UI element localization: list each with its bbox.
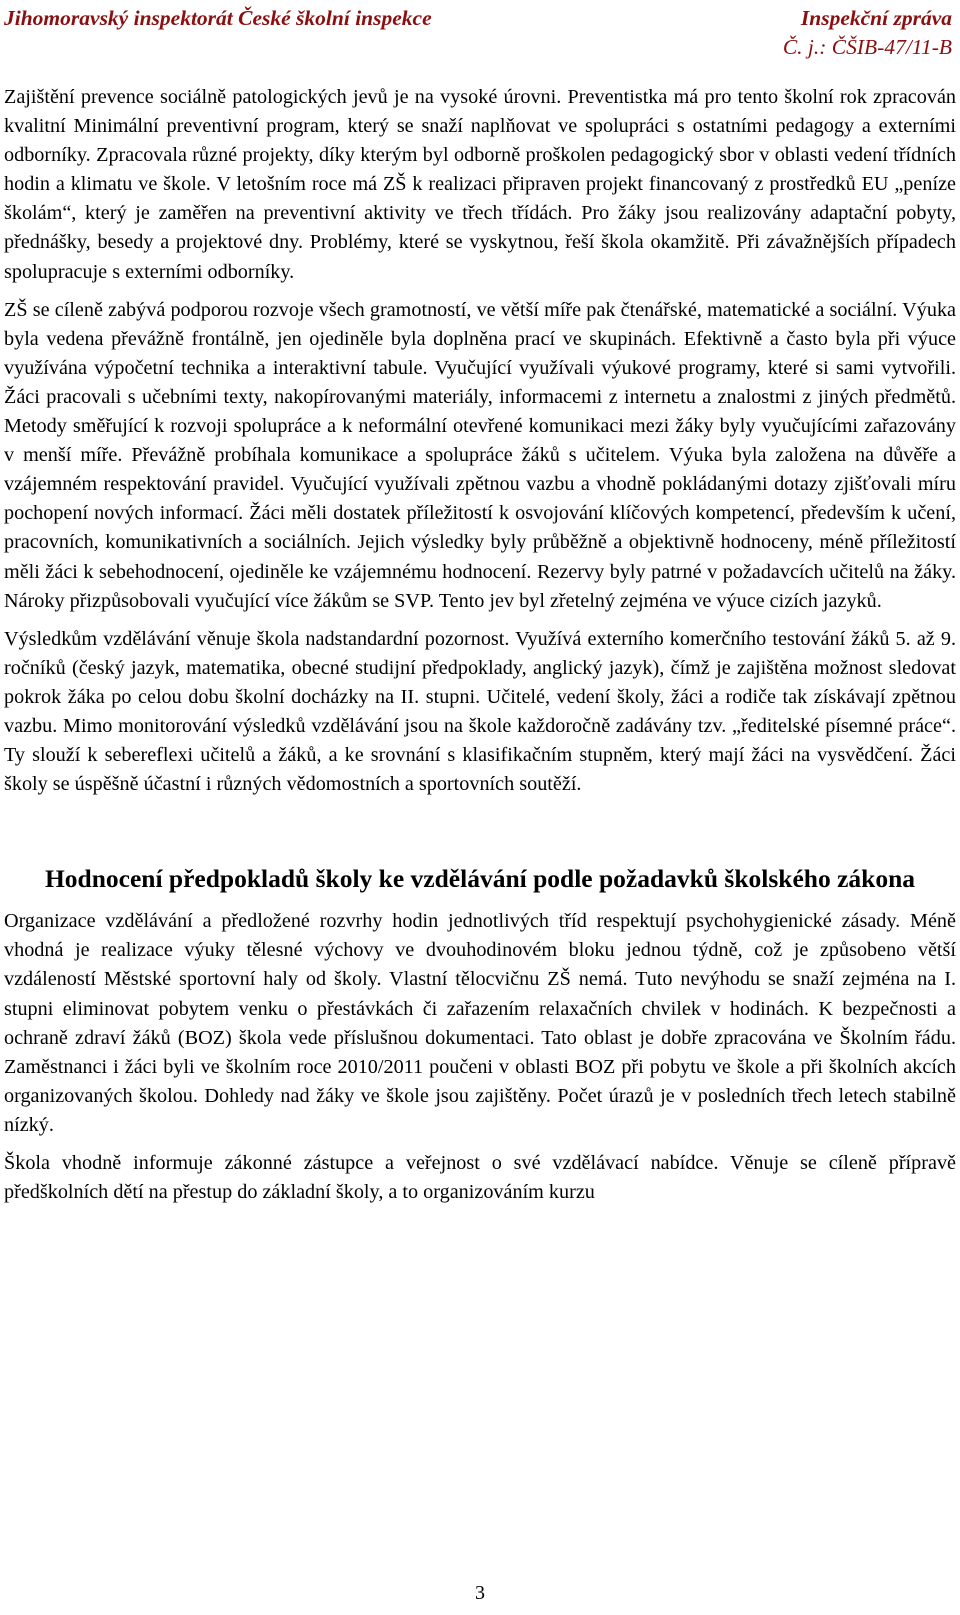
report-title: Inspekční zpráva [800,6,952,30]
page-number: 3 [475,1582,485,1604]
page-header [4,4,952,66]
document-body [4,83,956,1216]
inspectorate-name: Jihomoravský inspektorát České školní inspekce [4,6,432,30]
paragraph-results: Výsledkům vzdělávání věnuje škola nadstandardní pozornost. Využívá externího komerčního testování žáků 5. až 9. ročníků (český jazyk, matematika, obecné studijní předpoklady, anglický jazyk), čímž je zajištěna možnost sledovat pokrok žáka po celou dobu školní docházky na II. stupni. Učitelé, vedení školy, žáci a rodiče tak získávají zpětnou vazbu. Mimo monitorování výsledků vzdělávání jsou na škole každoročně zadávány tzv. „ředitelské písemné práce“. Ty slouží k sebereflexi učitelů a žáků, a ke srovnání s klasifikačním stupněm, který mají žáci na vysvědčení. Žáci školy se úspěšně účastní i různých vědomostních a sportovních soutěží. [4,627,956,796]
reference-number: Č. j.: ČŠIB-47/11-B [782,35,952,59]
paragraph-information: Škola vhodně informuje zákonné zástupce a veřejnost o své vzdělávací nabídce. Věnuje se cíleně přípravě předškolních dětí na přestup do základní školy, a to organizováním kurzu [4,1152,956,1204]
paragraph-organization: Organizace vzdělávání a předložené rozvrhy hodin jednotlivých tříd respektují psychohygienické zásady. Méně vhodná je realizace výuky tělesné výchovy ve dvouhodinovém bloku jednou týdně, což je způsobeno větší vzdáleností Městské sportovní haly od školy. Vlastní tělocvičnu ZŠ nemá. Tuto nevýhodu se snaží zejména na I. stupni eliminovat pobytem venku o přestávkách či zařazením relaxačních chvilek v hodinách. K bezpečnosti a ochraně zdraví žáků (BOZ) škola vede příslušnou dokumentaci. Tato oblast je dobře zpracována ve Školním řádu. Zaměstnanci i žáci byli ve školním roce 2010/2011 poučeni v oblasti BOZ při pobytu ve škole a při školních akcích organizovaných školou. Dohledy nad žáky ve škole jsou zajištěny. Počet úrazů je v posledních třech letech stabilně nízký. [4,910,956,1136]
section-heading: Hodnocení předpokladů školy ke vzdělávání podle požadavků školského zákona [44,864,916,894]
report-identifier [783,4,952,62]
paragraph-prevention: Zajištění prevence sociálně patologických jevů je na vysoké úrovni. Preventistka má pro tento školní rok zpracován kvalitní Minimální preventivní program, který se snaží naplňovat ve spolupráci s ostatními pedagogy a externími odborníky. Zpracovala různé projekty, díky kterým byl odborně proškolen pedagogický sbor v oblasti vedení třídních hodin a klimatu ve škole. V letošním roce má ZŠ k realizaci připraven projekt financovaný z prostředků EU „peníze školám“, který je zaměřen na preventivní aktivity ve třech třídách. Pro žáky jsou realizovány adaptační pobyty, přednášky, besedy a projektové dny. Problémy, které se vyskytnou, řeší škola okamžitě. Při závažnějších případech spolupracuje s externími odborníky. [4,86,956,283]
paragraph-teaching: ZŠ se cíleně zabývá podporou rozvoje všech gramotností, ve větší míře pak čtenářské, matematické a sociální. Výuka byla vedena převážně frontálně, jen ojediněle byla doplněna prací ve skupinách. Efektivně a často byla při výuce využívána výpočetní technika a interaktivní tabule. Vyučující využívali výukové programy, které si sami vytvořili. Žáci pracovali s učebními texty, nakopírovanými materiály, informacemi z internetu a znalostmi z jiných předmětů. Metody směřující k rozvoji spolupráce a k neformální otevřené komunikaci mezi žáky byly vyučujícími zařazovány v menší míře. Převážně probíhala komunikace a spolupráce žáků s učitelem. Výuka byla založena na důvěře a vzájemném respektování pravidel. Vyučující využívali zpětnou vazbu a vhodně pokládanými dotazy zjišťovali míru pochopení nových informací. Žáci měli dostatek příležitostí k osvojování klíčových kompetencí, především k učení, pracovních, komunikativních a sociálních. Jejich výsledky byly průběžně a objektivně hodnoceny, méně příležitostí měli žáci k sebehodnocení, ojediněle ke vzájemnému hodnocení. Rezervy byly patrné v požadavcích učitelů na žáky. Nároky přizpůsobovali vyučující více žákům se SVP. Tento jev byl zřetelný zejména ve výuce cizích jazyků. [4,298,956,612]
